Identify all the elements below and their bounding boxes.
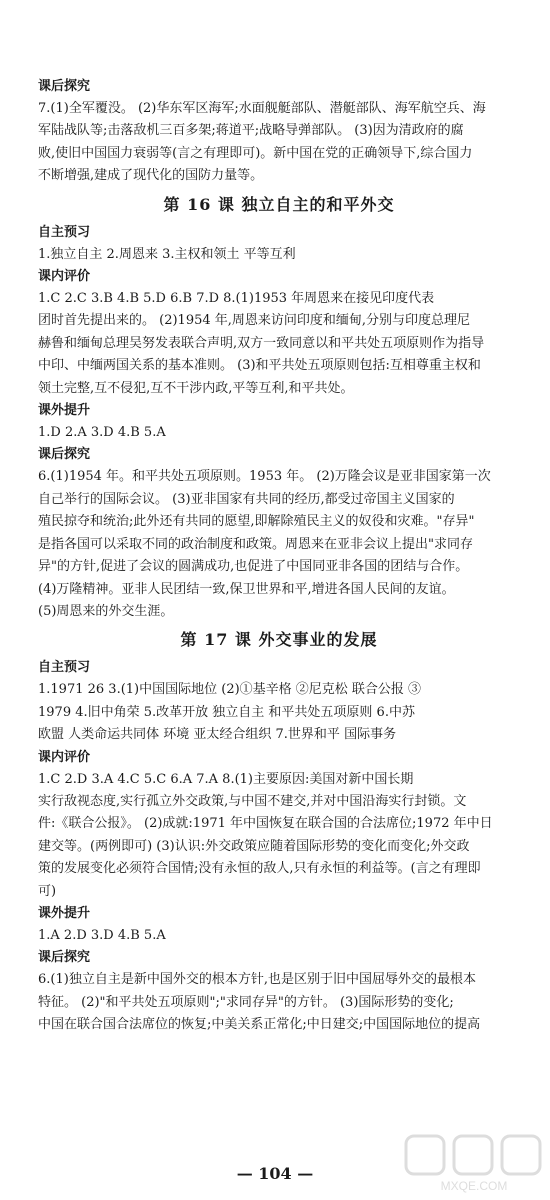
answer-paragraph bbox=[38, 422, 520, 444]
paragraph-line: 实行敌视态度,实行孤立外交政策,与中国不建交,并对中国沿海实行封锁。文 bbox=[38, 793, 467, 809]
paragraph-line: 1.独立自主 2.周恩来 3.主权和领土 平等互利 bbox=[38, 246, 296, 262]
paragraph-line: 1.C 2.D 3.A 4.C 5.C 6.A 7.A 8.(1)主要原因:美国对新中国长期 bbox=[38, 771, 414, 787]
paragraph-line: 1.A 2.D 3.D 4.B 5.A bbox=[38, 927, 166, 943]
section-heading: 课外提升 bbox=[38, 905, 91, 921]
watermark-subtext: MXQE.COM bbox=[440, 1179, 508, 1193]
section-heading: 课外提升 bbox=[38, 403, 91, 419]
paragraph-line: 是指各国可以采取不同的政治制度和政策。周恩来在亚非会议上提出"求同存 bbox=[38, 536, 473, 552]
paragraph-line: 1.C 2.C 3.B 4.B 5.D 6.B 7.D 8.(1)1953 年周恩来在接见印度代表 bbox=[38, 291, 435, 307]
paragraph-line: 中印、中缅两国关系的基本准则。 (3)和平共处五项原则包括:互相尊重主权和 bbox=[38, 358, 481, 374]
answer-paragraph bbox=[38, 244, 520, 266]
paragraph-line: 1.1971 26 3.(1)中国国际地位 (2)①基辛格 ②尼克松 联合公报 ③ bbox=[38, 682, 422, 698]
watermark bbox=[404, 1132, 544, 1194]
answer-paragraph bbox=[38, 769, 520, 903]
answer-paragraph bbox=[38, 969, 520, 1036]
paragraph-line: 1979 4.旧中角荣 5.改革开放 独立自主 和平共处五项原则 6.中苏 bbox=[38, 704, 415, 720]
paragraph-line: (4)万隆精神。亚非人民团结一致,保卫世界和平,增进各国人民间的友谊。 bbox=[38, 581, 455, 597]
section-heading: 课内评价 bbox=[38, 749, 91, 765]
paragraph-line: 不断增强,建成了现代化的国防力量等。 bbox=[38, 168, 264, 184]
paragraph-line: 败,使旧中国国力衰弱等(言之有理即可)。新中国在党的正确领导下,综合国力 bbox=[38, 145, 473, 161]
lesson-title: 第 16 课 独立自主的和平外交 bbox=[163, 194, 395, 214]
paragraph-line: 团时首先提出来的。 (2)1954 年,周恩来访问印度和缅甸,分别与印度总理尼 bbox=[38, 313, 471, 329]
lesson-title: 第 17 课 外交事业的发展 bbox=[180, 630, 378, 650]
section-heading: 课后探究 bbox=[38, 950, 91, 966]
paragraph-line: 赫鲁和缅甸总理吴努发表联合声明,双方一致同意以和平共处五项原则作为指导 bbox=[38, 335, 485, 351]
paragraph-line: 军陆战队等;击落敌机三百多架;蒋道平;战略导弹部队。 (3)因为清政府的腐 bbox=[38, 123, 464, 139]
paragraph-line: 中国在联合国合法席位的恢复;中美关系正常化;中日建交;中国国际地位的提高 bbox=[38, 1017, 481, 1033]
answer-paragraph bbox=[38, 288, 520, 400]
section-heading: 课内评价 bbox=[38, 269, 91, 285]
answer-paragraph bbox=[38, 679, 520, 746]
paragraph-line: (5)周恩来的外交生涯。 bbox=[38, 603, 174, 619]
watermark-logo-icon bbox=[404, 1132, 544, 1194]
paragraph-line: 领土完整,互不侵犯,互不干涉内政,平等互利,和平共处。 bbox=[38, 380, 354, 396]
section-heading: 课后探究 bbox=[38, 79, 91, 94]
paragraph-line: 特征。 (2)"和平共处五项原则";"求同存异"的方针。 (3)国际形势的变化; bbox=[38, 994, 454, 1010]
answer-paragraph bbox=[38, 925, 520, 947]
section-heading: 自主预习 bbox=[38, 660, 91, 676]
paragraph-line: 6.(1)1954 年。和平共处五项原则。1953 年。 (2)万隆会议是亚非国家第一次 bbox=[38, 469, 491, 485]
page-number: — 104 — bbox=[236, 1164, 314, 1183]
paragraph-line: 可) bbox=[38, 883, 57, 899]
paragraph-line: 殖民掠夺和统治;此外还有共同的愿望,即解除殖民主义的奴役和灾难。"存异" bbox=[38, 514, 475, 530]
paragraph-line: 自己举行的国际会议。 (3)亚非国家有共同的经历,都受过帝国主义国家的 bbox=[38, 491, 455, 507]
paragraph-line: 策的发展变化必须符合国情;没有永恒的敌人,只有永恒的利益等。(言之有理即 bbox=[38, 861, 481, 877]
section-heading: 自主预习 bbox=[38, 224, 91, 240]
paragraph-line: 件:《联合公报》。 (2)成就:1971 年中国恢复在联合国的合法席位;1972 年中日 bbox=[38, 816, 493, 832]
answer-paragraph bbox=[38, 466, 520, 623]
paragraph-line: 7.(1)全军覆没。 (2)华东军区海军;水面舰艇部队、潜艇部队、海军航空兵、海 bbox=[38, 101, 486, 116]
paragraph-line: 1.D 2.A 3.D 4.B 5.A bbox=[38, 425, 166, 441]
paragraph-line: 异"的方针,促进了会议的圆满成功,也促进了中国同亚非各国的团结与合作。 bbox=[38, 559, 469, 575]
paragraph-line: 建交等。(两例即可) (3)认识:外交政策应随着国际形势的变化而变化;外交政 bbox=[38, 838, 470, 854]
answer-page-content bbox=[38, 76, 520, 1037]
answer-paragraph bbox=[38, 98, 520, 188]
section-heading: 课后探究 bbox=[38, 447, 91, 463]
paragraph-line: 欧盟 人类命运共同体 环境 亚太经合组织 7.世界和平 国际事务 bbox=[38, 727, 397, 743]
paragraph-line: 6.(1)独立自主是新中国外交的根本方针,也是区别于旧中国屈辱外交的最根本 bbox=[38, 972, 476, 988]
